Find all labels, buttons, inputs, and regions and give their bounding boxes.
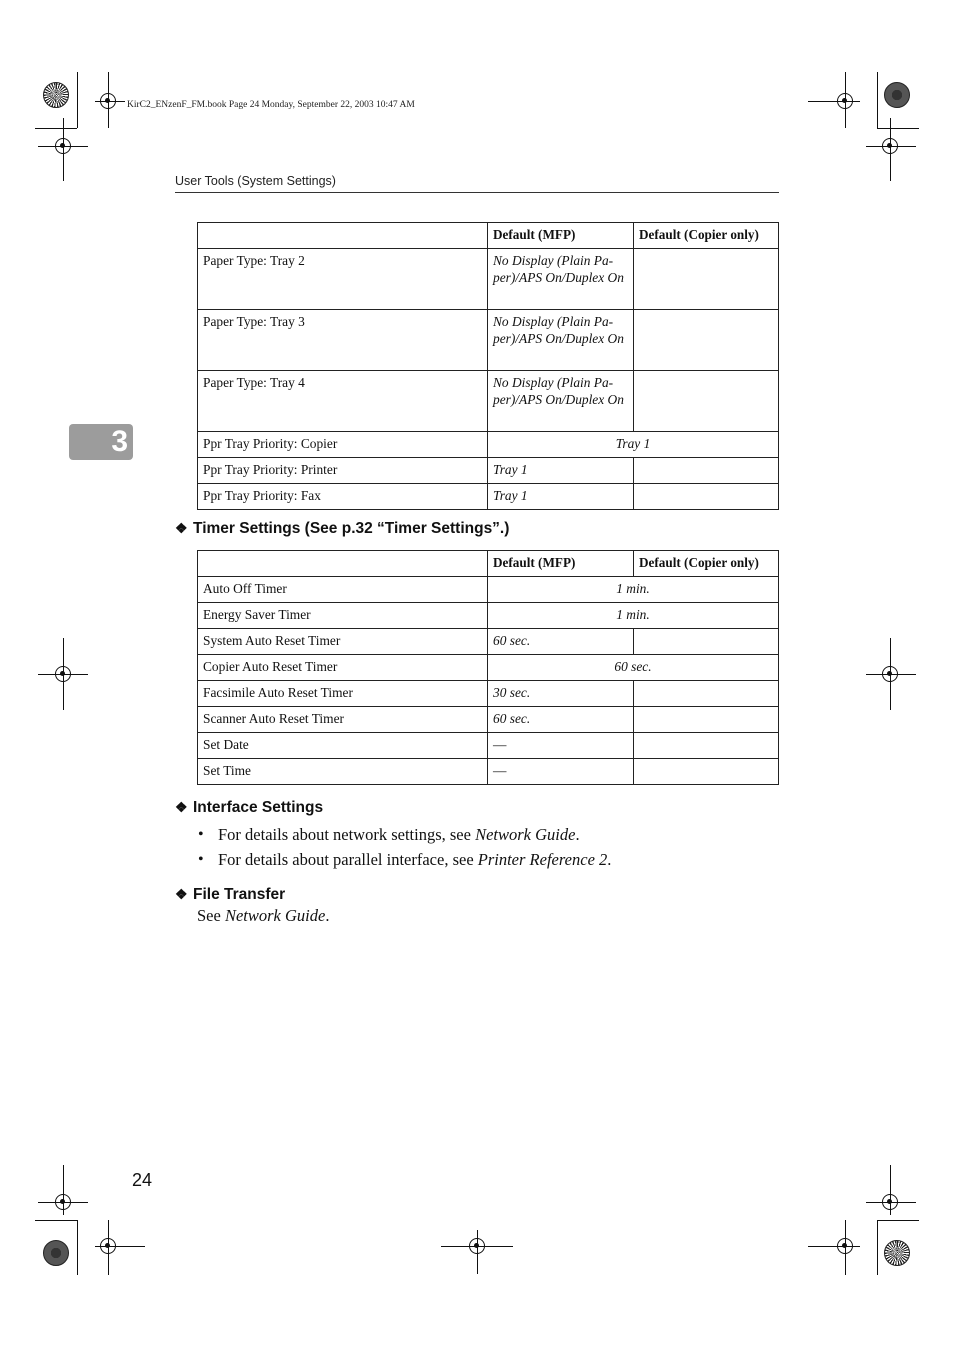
mfp-default: 60 sec. bbox=[488, 707, 634, 733]
registration-mark-icon bbox=[837, 93, 853, 109]
setting-label: Facsimile Auto Reset Timer bbox=[198, 681, 488, 707]
doc-reference: Network Guide bbox=[224, 906, 326, 925]
shared-default: 60 sec. bbox=[488, 655, 779, 681]
copier-default bbox=[634, 371, 779, 432]
table-row bbox=[198, 432, 779, 458]
registration-mark-icon bbox=[55, 666, 71, 682]
registration-mark-icon bbox=[55, 138, 71, 154]
setting-label: Energy Saver Timer bbox=[198, 603, 488, 629]
paper-tray-table bbox=[197, 222, 779, 510]
shared-default: Tray 1 bbox=[488, 432, 779, 458]
registration-mark-icon bbox=[837, 1238, 853, 1254]
table-row bbox=[198, 310, 779, 371]
timer-settings-table bbox=[197, 550, 779, 785]
running-head: User Tools (System Settings) bbox=[175, 174, 336, 188]
color-target-icon bbox=[43, 82, 69, 108]
registration-mark-icon bbox=[100, 93, 116, 109]
chapter-tab bbox=[69, 424, 133, 460]
registration-mark-icon bbox=[100, 1238, 116, 1254]
bullet-dot-icon: • bbox=[198, 851, 204, 868]
section-title: File Transfer bbox=[193, 886, 286, 903]
setting-label: Set Date bbox=[198, 733, 488, 759]
setting-label: Ppr Tray Priority: Fax bbox=[198, 484, 488, 510]
table-row bbox=[198, 484, 779, 510]
mfp-default: — bbox=[488, 759, 634, 785]
setting-label: Paper Type: Tray 2 bbox=[198, 249, 488, 310]
table-row bbox=[198, 629, 779, 655]
copier-default bbox=[634, 681, 779, 707]
mfp-default: — bbox=[488, 733, 634, 759]
table-row bbox=[198, 681, 779, 707]
page-number: 24 bbox=[132, 1170, 153, 1190]
copier-default bbox=[634, 249, 779, 310]
section-title: Timer Settings (See p.32 “Timer Settings”.) bbox=[193, 520, 510, 537]
setting-label: Scanner Auto Reset Timer bbox=[198, 707, 488, 733]
section-heading-file-transfer bbox=[175, 886, 285, 904]
color-target-icon bbox=[43, 1240, 69, 1266]
setting-label: Ppr Tray Priority: Printer bbox=[198, 458, 488, 484]
diamond-ornament-icon: ❖ bbox=[175, 886, 188, 902]
setting-label: System Auto Reset Timer bbox=[198, 629, 488, 655]
print-slug: KirC2_ENzenF_FM.book Page 24 Monday, September 22, 2003 10:47 AM bbox=[127, 100, 415, 110]
table-row bbox=[198, 577, 779, 603]
mfp-default: No Display (Plain Pa-per)/APS On/Duplex On bbox=[488, 249, 634, 310]
copier-default bbox=[634, 707, 779, 733]
header-cell: Default (MFP) bbox=[488, 223, 634, 249]
header-cell: Default (MFP) bbox=[488, 551, 634, 577]
mfp-default: 30 sec. bbox=[488, 681, 634, 707]
mfp-default: Tray 1 bbox=[488, 458, 634, 484]
copier-default bbox=[634, 484, 779, 510]
table-row bbox=[198, 707, 779, 733]
list-item: For details about network settings, see Network Guide. bbox=[218, 825, 580, 844]
copier-default bbox=[634, 310, 779, 371]
color-target-icon bbox=[884, 82, 910, 108]
registration-mark-icon bbox=[55, 1194, 71, 1210]
table-row bbox=[198, 458, 779, 484]
copier-default bbox=[634, 759, 779, 785]
table-row bbox=[198, 249, 779, 310]
section-heading-timer bbox=[175, 520, 509, 538]
shared-default: 1 min. bbox=[488, 603, 779, 629]
copier-default bbox=[634, 733, 779, 759]
section-title: Interface Settings bbox=[193, 799, 324, 816]
mfp-default: No Display (Plain Pa-per)/APS On/Duplex On bbox=[488, 371, 634, 432]
registration-mark-icon bbox=[882, 1194, 898, 1210]
diamond-ornament-icon: ❖ bbox=[175, 520, 188, 536]
table-row bbox=[198, 371, 779, 432]
mfp-default: Tray 1 bbox=[488, 484, 634, 510]
header-rule bbox=[175, 192, 779, 193]
list-item: For details about parallel interface, see Printer Reference 2. bbox=[218, 850, 612, 869]
color-target-icon bbox=[884, 1240, 910, 1266]
table-row bbox=[198, 655, 779, 681]
table-header-row bbox=[198, 223, 779, 249]
table-row bbox=[198, 733, 779, 759]
registration-mark-icon bbox=[882, 666, 898, 682]
mfp-default: 60 sec. bbox=[488, 629, 634, 655]
diamond-ornament-icon: ❖ bbox=[175, 799, 188, 815]
registration-mark-icon bbox=[469, 1238, 485, 1254]
setting-label: Auto Off Timer bbox=[198, 577, 488, 603]
setting-label: Copier Auto Reset Timer bbox=[198, 655, 488, 681]
table-row bbox=[198, 603, 779, 629]
setting-label: Set Time bbox=[198, 759, 488, 785]
registration-mark-icon bbox=[882, 138, 898, 154]
shared-default: 1 min. bbox=[488, 577, 779, 603]
file-transfer-text: See Network Guide. bbox=[197, 906, 330, 925]
copier-default bbox=[634, 458, 779, 484]
table-row bbox=[198, 759, 779, 785]
header-cell: Default (Copier only) bbox=[634, 223, 779, 249]
table-header-row bbox=[198, 551, 779, 577]
setting-label: Paper Type: Tray 4 bbox=[198, 371, 488, 432]
section-heading-interface bbox=[175, 799, 323, 817]
doc-reference: Printer Reference 2 bbox=[477, 850, 608, 869]
chapter-number: 3 bbox=[111, 425, 128, 458]
header-cell bbox=[198, 551, 488, 577]
setting-label: Paper Type: Tray 3 bbox=[198, 310, 488, 371]
header-cell: Default (Copier only) bbox=[634, 551, 779, 577]
doc-reference: Network Guide bbox=[475, 825, 576, 844]
mfp-default: No Display (Plain Pa-per)/APS On/Duplex On bbox=[488, 310, 634, 371]
header-cell bbox=[198, 223, 488, 249]
bullet-dot-icon: • bbox=[198, 826, 204, 843]
setting-label: Ppr Tray Priority: Copier bbox=[198, 432, 488, 458]
copier-default bbox=[634, 629, 779, 655]
